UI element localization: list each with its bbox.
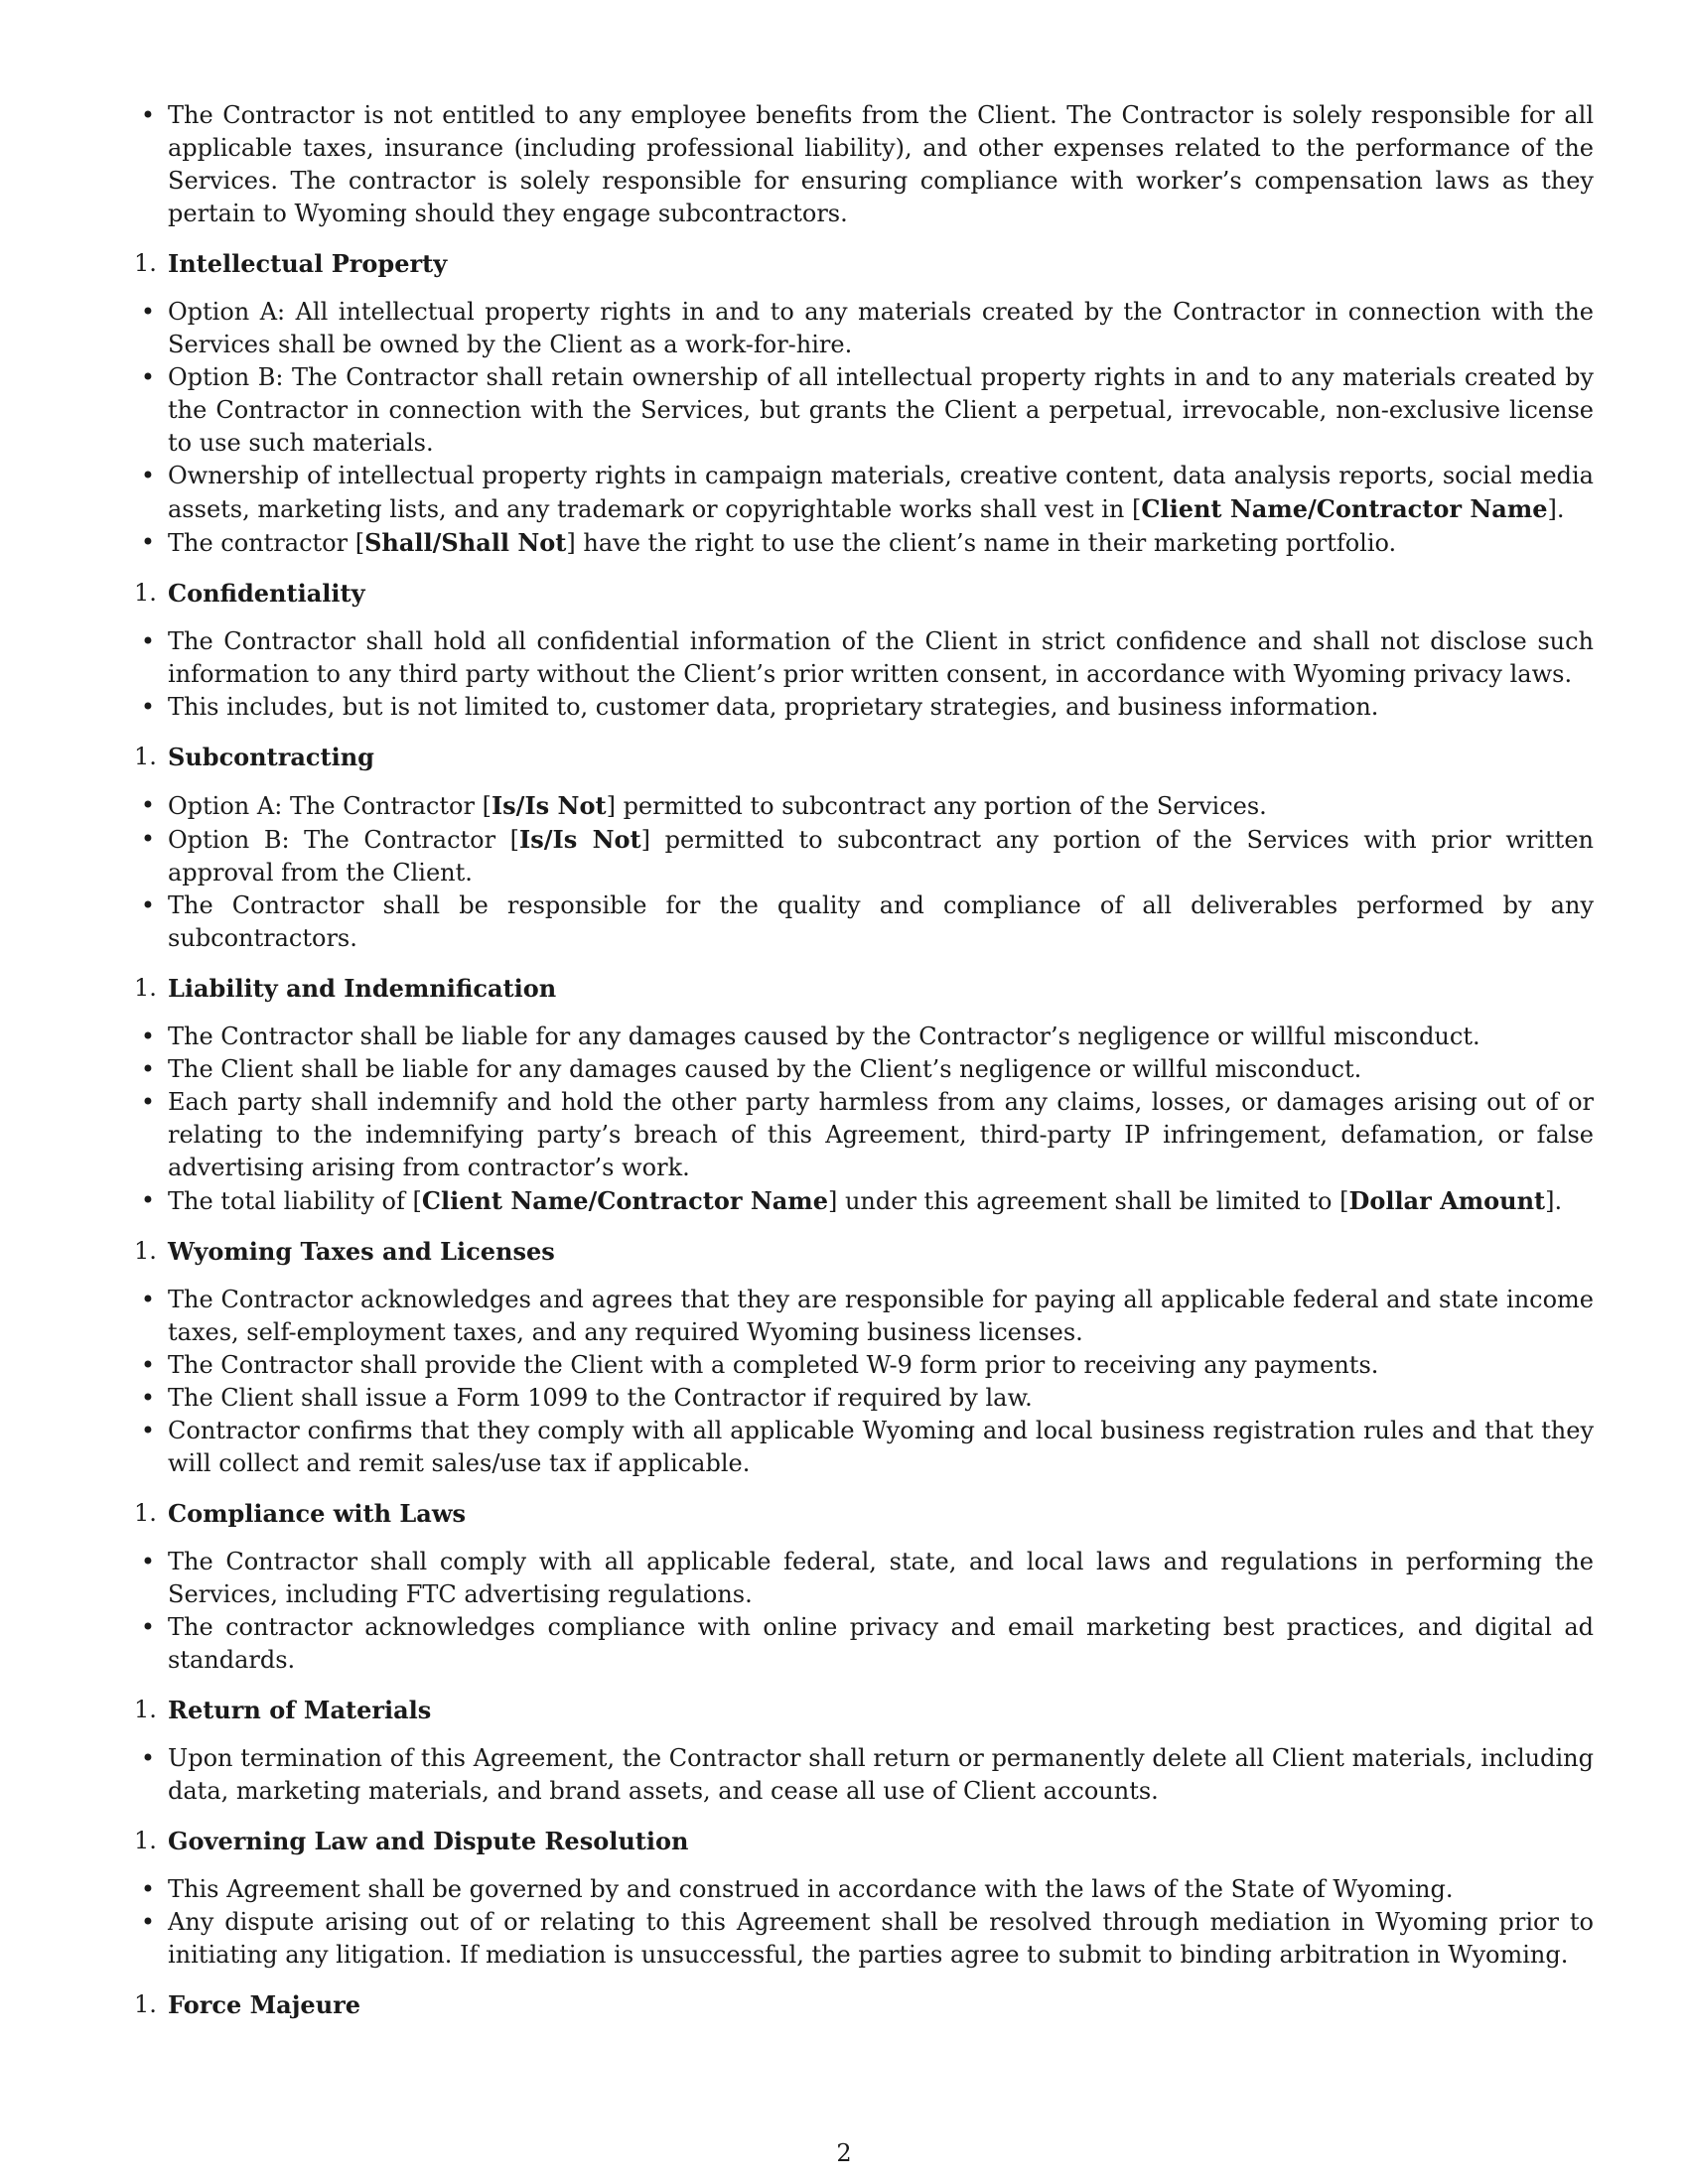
section-heading-force-majeure [134, 1988, 1594, 2021]
list-item [134, 1382, 1594, 1415]
list-item-text: The Contractor shall comply with all applicable federal, state, and local laws and regulations in performing the Services, including FTC advertising regulations. [168, 1548, 1594, 1608]
section-number: 1. [134, 743, 157, 770]
section-number: 1. [134, 1499, 157, 1527]
section-heading-taxes [134, 1235, 1594, 1268]
list-item [134, 1611, 1594, 1677]
bullet-icon: • [140, 1384, 156, 1412]
list-item-text: The total liability of [ [168, 1187, 422, 1215]
list-item-text: The Contractor acknowledges and agrees that they are responsible for paying all applicable federal and state income taxes, self-employment taxes, and any required Wyoming business licenses. [168, 1286, 1594, 1346]
list-item-text: ] have the right to use the client’s name in their marketing portfolio. [566, 529, 1397, 557]
placeholder-field: Shall/Shall Not [364, 528, 567, 557]
list-item [134, 1742, 1594, 1808]
list-item-text: Option B: The Contractor shall retain ownership of all intellectual property rights in and to any materials created by the Contractor in connection with the Services, but grants the Client a perpetual, irrevocable, non-exclusive license to use such materials. [168, 363, 1594, 457]
compliance-list [134, 1546, 1594, 1677]
list-item-text: ]. [1545, 1187, 1563, 1215]
bullet-icon: • [140, 891, 156, 919]
list-item-text: The contractor acknowledges compliance with online privacy and email marketing best practices, and digital ad standards. [168, 1613, 1594, 1674]
taxes-list [134, 1284, 1594, 1480]
list-item [134, 1184, 1594, 1218]
list-item [134, 1415, 1594, 1480]
list-item-text: Each party shall indemnify and hold the other party harmless from any claims, losses, or damages arising out of or relating to the indemnifying party’s breach of this Agreement, third-party IP infringement, defamation, or false advertising arising from contractor’s work. [168, 1088, 1594, 1181]
bullet-icon: • [140, 528, 156, 556]
bullet-icon: • [140, 1351, 156, 1379]
list-item [134, 1873, 1594, 1906]
section-heading-liability [134, 972, 1594, 1005]
document-page [134, 99, 1594, 2037]
section-heading-compliance [134, 1497, 1594, 1530]
return-materials-list [134, 1742, 1594, 1808]
bullet-icon: • [140, 1186, 156, 1214]
section-heading-intellectual-property [134, 247, 1594, 280]
bullet-icon: • [140, 101, 156, 129]
list-item [134, 823, 1594, 889]
section-title: Governing Law and Dispute Resolution [168, 1827, 689, 1855]
governing-law-list [134, 1873, 1594, 1972]
section-title: Return of Materials [168, 1696, 432, 1724]
list-item [134, 361, 1594, 460]
placeholder-field: Dollar Amount [1348, 1186, 1546, 1215]
bullet-icon: • [140, 1744, 156, 1772]
list-item [134, 1086, 1594, 1184]
list-item [134, 1546, 1594, 1611]
section-title: Wyoming Taxes and Licenses [168, 1237, 555, 1266]
list-item-text: ] under this agreement shall be limited to [ [827, 1187, 1349, 1215]
section-number: 1. [134, 1696, 157, 1723]
list-item [134, 460, 1594, 526]
list-item-text: This Agreement shall be governed by and construed in accordance with the laws of the State of Wyoming. [168, 1875, 1454, 1903]
intellectual-property-list [134, 296, 1594, 560]
subcontracting-list [134, 789, 1594, 955]
placeholder-field: Client Name/Contractor Name [1141, 494, 1548, 523]
list-item [134, 526, 1594, 560]
document-content [134, 99, 1594, 2021]
bullet-icon: • [140, 1286, 156, 1313]
section-number: 1. [134, 249, 157, 277]
placeholder-field: Is/Is Not [519, 825, 641, 854]
bullet-icon: • [140, 1548, 156, 1575]
list-item-text: Option A: All intellectual property rights in and to any materials created by the Contractor in connection with the Services shall be owned by the Client as a work-for-hire. [168, 298, 1594, 358]
bullet-icon: • [140, 1023, 156, 1050]
section-number: 1. [134, 974, 157, 1002]
bullet-icon: • [140, 1908, 156, 1936]
list-item [134, 1349, 1594, 1382]
section-title: Compliance with Laws [168, 1499, 467, 1528]
section-heading-confidentiality [134, 577, 1594, 610]
list-item [134, 789, 1594, 823]
section-number: 1. [134, 1827, 157, 1854]
list-item-text: ] permitted to subcontract any portion of the Services with prior written approval from the Client. [168, 826, 1594, 887]
bullet-icon: • [140, 1055, 156, 1083]
bullet-icon: • [140, 363, 156, 391]
bullet-icon: • [140, 1613, 156, 1641]
confidentiality-list [134, 625, 1594, 724]
list-item-text: Upon termination of this Agreement, the Contractor shall return or permanently delete all Client materials, including data, marketing materials, and brand assets, and cease all use of Client accounts. [168, 1744, 1594, 1805]
placeholder-field: Is/Is Not [491, 791, 607, 820]
list-item-text: The Client shall issue a Form 1099 to the Contractor if required by law. [168, 1384, 1033, 1412]
bullet-icon: • [140, 1875, 156, 1903]
list-item-text: This includes, but is not limited to, customer data, proprietary strategies, and business information. [168, 693, 1379, 721]
section-heading-return-materials [134, 1694, 1594, 1726]
list-item [134, 1053, 1594, 1086]
liability-list [134, 1021, 1594, 1218]
bullet-icon: • [140, 627, 156, 655]
list-item-text: ]. [1547, 495, 1565, 523]
section-number: 1. [134, 1237, 157, 1265]
list-item-text: Ownership of intellectual property rights in campaign materials, creative content, data analysis reports, social media assets, marketing lists, and any trademark or copyrightable works shall vest in [ [168, 462, 1594, 523]
bullet-icon: • [140, 298, 156, 326]
bullet-icon: • [140, 693, 156, 721]
section-heading-subcontracting [134, 741, 1594, 773]
bullet-icon: • [140, 791, 156, 819]
section-title: Confidentiality [168, 579, 365, 608]
list-item-text: Option A: The Contractor [ [168, 792, 492, 820]
list-item-text: Contractor confirms that they comply with all applicable Wyoming and local business registration rules and that they will collect and remit sales/use tax if applicable. [168, 1417, 1594, 1477]
list-item [134, 1906, 1594, 1972]
list-item [134, 1021, 1594, 1053]
list-item-text: The Contractor is not entitled to any employee benefits from the Client. The Contractor is solely responsible for all applicable taxes, insurance (including professional liability), and other expenses related to the performance of the Services. The contractor is solely responsible for ensuring compliance with worker’s compensation laws as they pertain to Wyoming should they engage subcontractors. [168, 101, 1594, 227]
page-number: 2 [836, 2139, 852, 2167]
list-item [134, 1284, 1594, 1349]
list-item [134, 625, 1594, 691]
bullet-icon: • [140, 462, 156, 489]
section-title: Intellectual Property [168, 249, 448, 278]
section-number: 1. [134, 1990, 157, 2018]
bullet-icon: • [140, 825, 156, 853]
list-item [134, 99, 1594, 230]
list-item-text: Any dispute arising out of or relating to this Agreement shall be resolved through mediation in Wyoming prior to initiating any litigation. If mediation is unsuccessful, the parties agree to submit to binding arbitration in Wyoming. [168, 1908, 1594, 1969]
list-item-text: The Contractor shall be liable for any damages caused by the Contractor’s negligence or willful misconduct. [168, 1023, 1480, 1050]
list-item-text: ] permitted to subcontract any portion of the Services. [606, 792, 1267, 820]
list-item-text: The Contractor shall provide the Client with a completed W-9 form prior to receiving any payments. [168, 1351, 1379, 1379]
list-item-text: The Contractor shall be responsible for the quality and compliance of all deliverables performed by any subcontractors. [168, 891, 1594, 952]
list-item [134, 691, 1594, 724]
list-item [134, 889, 1594, 955]
list-item [134, 296, 1594, 361]
list-item-text: Option B: The Contractor [ [168, 826, 520, 854]
list-item-text: The Contractor shall hold all confidential information of the Client in strict confidence and shall not disclose such information to any third party without the Client’s prior written consent, in accordance with Wyoming privacy laws. [168, 627, 1594, 688]
list-item-text: The contractor [ [168, 529, 365, 557]
section-title: Subcontracting [168, 743, 374, 771]
bullet-icon: • [140, 1417, 156, 1444]
placeholder-field: Client Name/Contractor Name [421, 1186, 828, 1215]
section-title: Liability and Indemnification [168, 974, 557, 1003]
section-title: Force Majeure [168, 1990, 361, 2019]
section-number: 1. [134, 579, 157, 607]
section-heading-governing-law [134, 1825, 1594, 1857]
intro-bullet-list [134, 99, 1594, 230]
bullet-icon: • [140, 1088, 156, 1116]
list-item-text: The Client shall be liable for any damages caused by the Client’s negligence or willful misconduct. [168, 1055, 1362, 1083]
